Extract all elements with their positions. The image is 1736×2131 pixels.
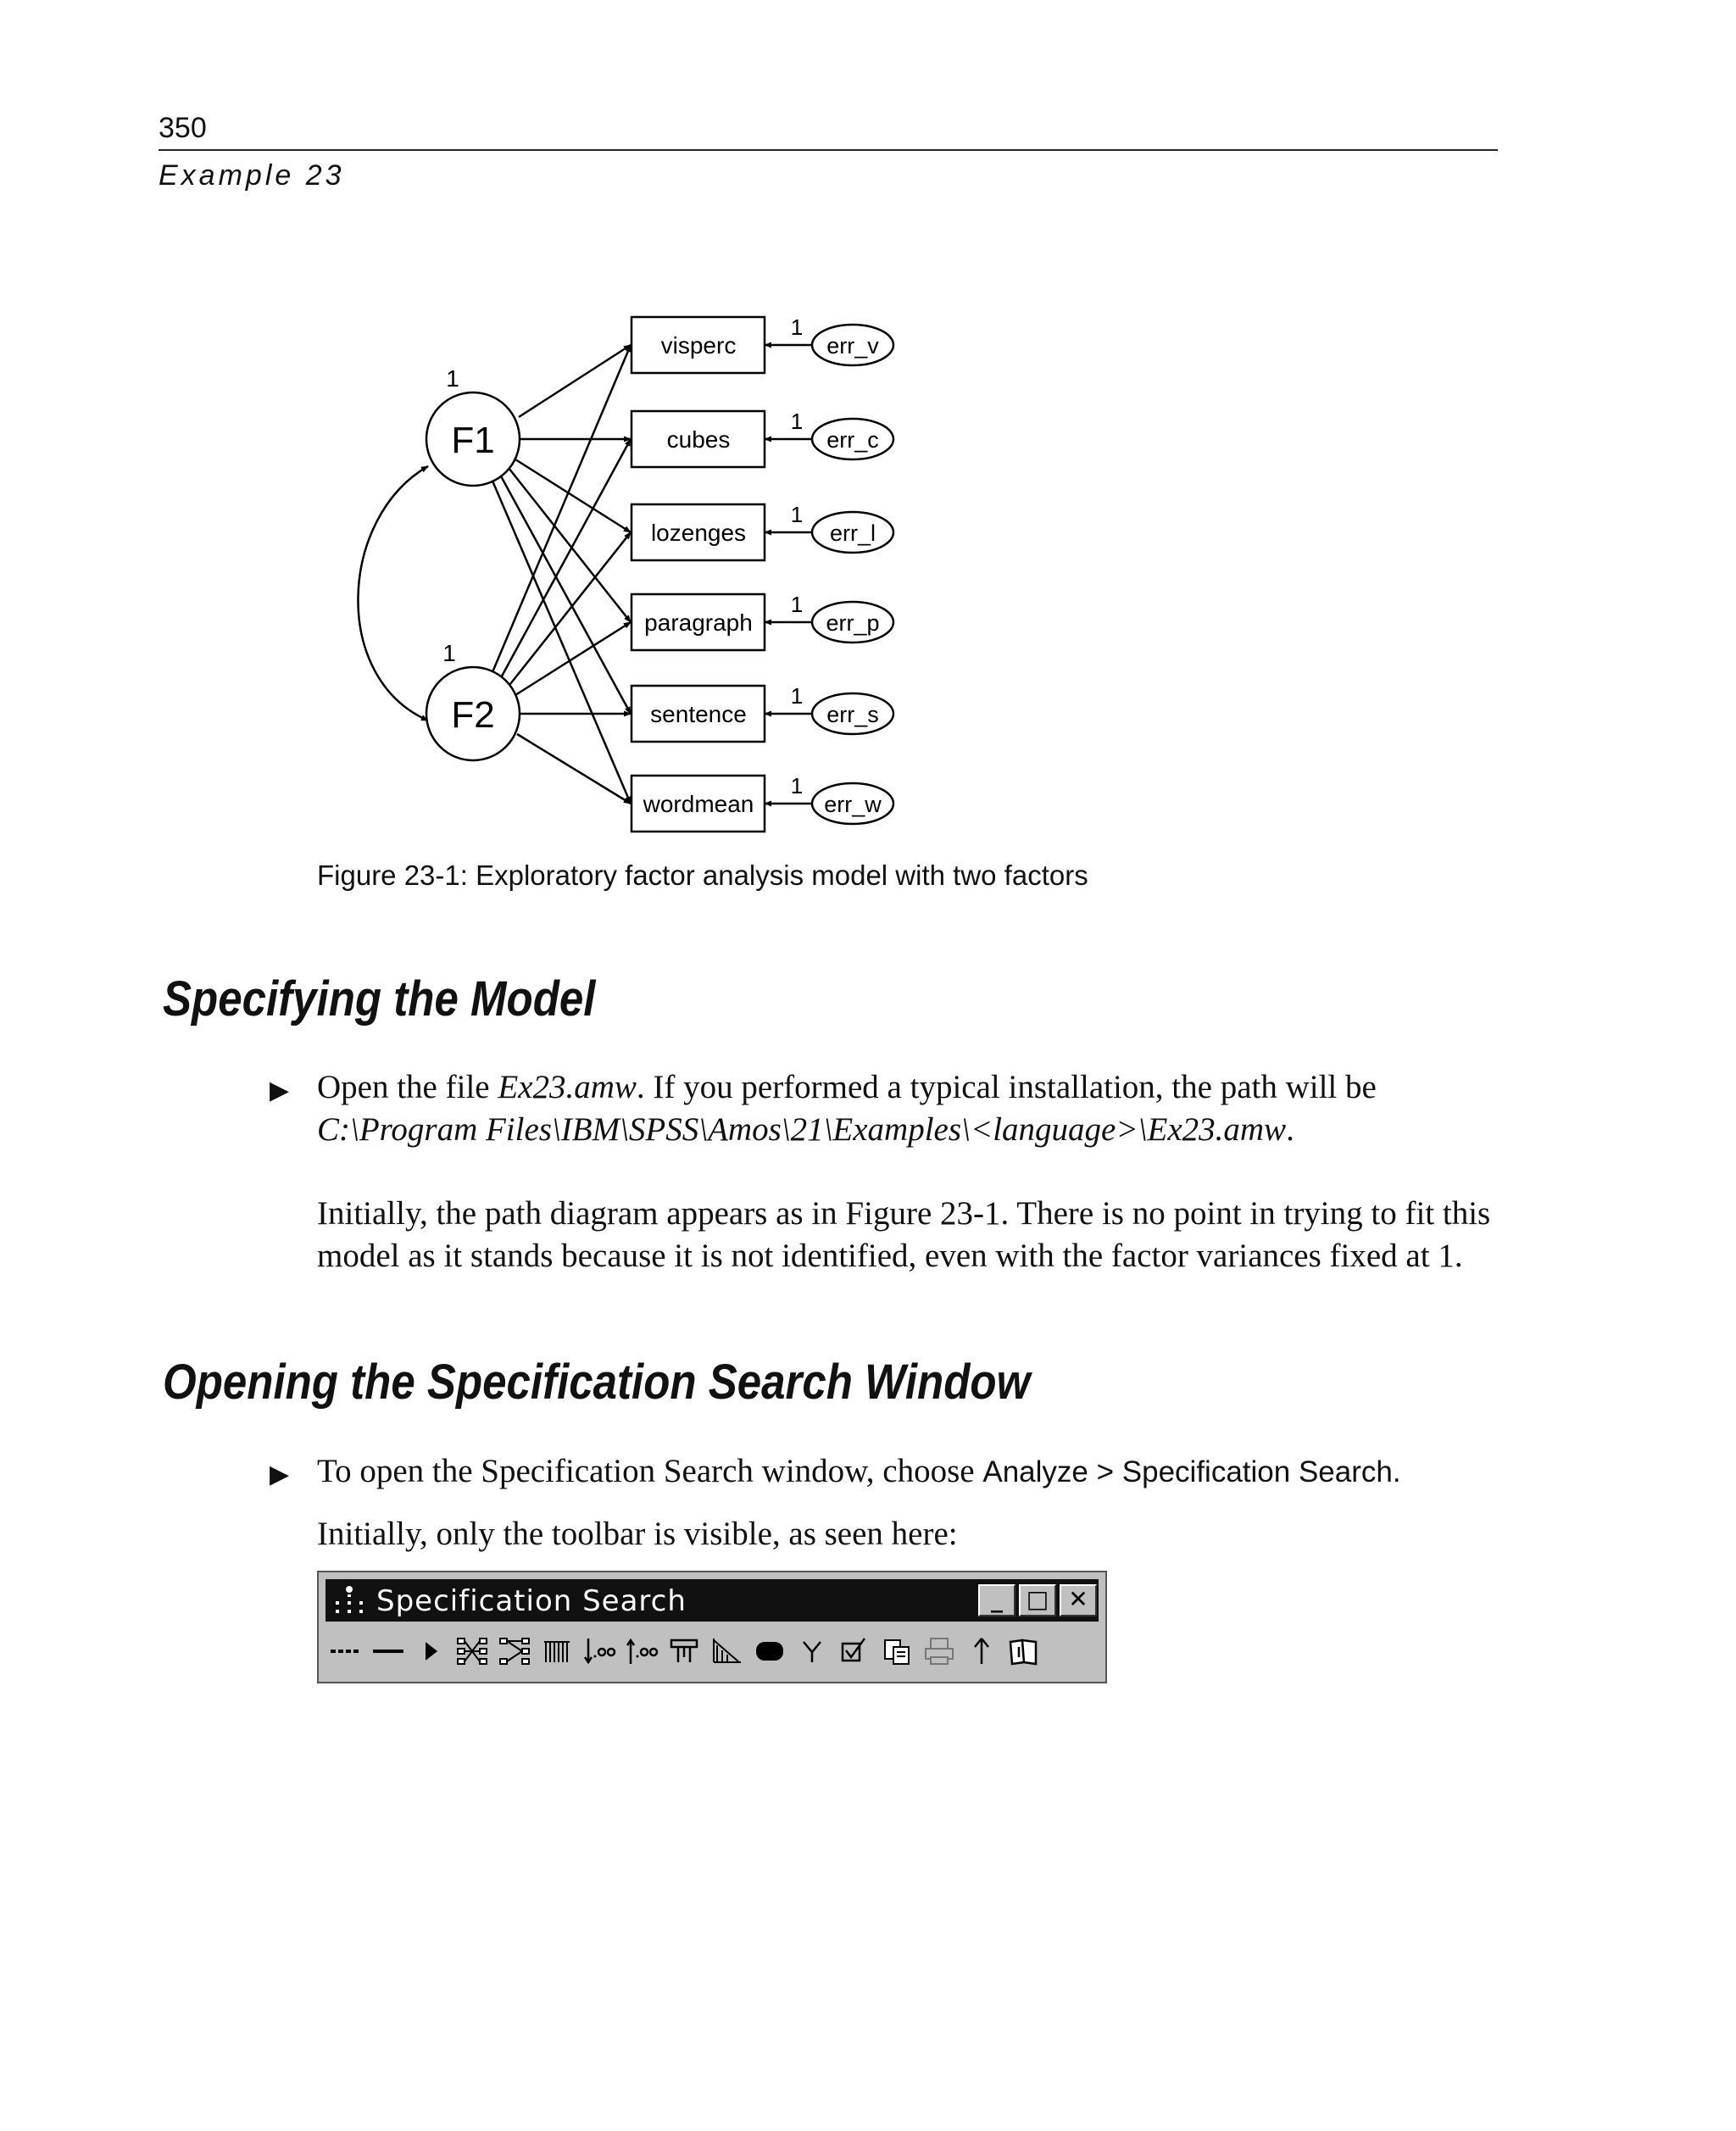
text: . [1286,1111,1294,1148]
specification-search-window [317,1571,1107,1683]
page-number: 350 [159,112,207,144]
text: To open the Specification Search window, choose [317,1453,983,1489]
observed-label: visperc [660,332,737,359]
short-list-icon[interactable] [666,1633,704,1669]
show-paths-icon[interactable] [497,1633,534,1669]
error-weight-label: 1 [790,502,804,527]
figure-caption: Figure 23-1: Exploratory factor analysis model with two factors [317,860,1088,891]
options-icon[interactable] [751,1633,788,1669]
title-bar[interactable] [326,1579,1099,1622]
text: Initially, the path diagram appears as in Figure 23-1. There is no point in trying to fit this [317,1195,1491,1232]
window-title: Specification Search [376,1584,687,1618]
section-heading: Specifying the Model [163,971,596,1027]
paragraph-open-window [317,1450,1401,1494]
paragraph-toolbar: Initially, only the toolbar is visible, as seen here: [317,1516,958,1552]
observed-label: paragraph [644,609,753,636]
error-weight-label: 1 [790,314,804,340]
text: . If you performed a typical installation, the path will be [636,1069,1377,1105]
filter-icon[interactable] [793,1633,831,1669]
factor-label: F1 [451,420,495,461]
text: model as it stands because it is not identified, even with the factor variances fixed at 1. [317,1238,1463,1274]
print-icon[interactable] [921,1633,958,1669]
section-heading: Opening the Specification Search Window [163,1355,1031,1410]
table-icon[interactable] [539,1633,576,1669]
help-book-icon[interactable] [1005,1633,1043,1669]
error-weight-label: 1 [790,773,804,798]
running-header: Example 23 [159,159,345,192]
solid-line-icon[interactable] [370,1633,407,1669]
decrease-decimals-icon[interactable] [581,1633,619,1669]
error-label: err_p [826,610,880,636]
file-path: C:\Program Files\IBM\SPSS\Amos\21\Examples\<language>\Ex23.amw [317,1111,1287,1148]
minimize-button[interactable]: _ [978,1584,1015,1616]
menu-analyze: Analyze [982,1455,1088,1488]
paragraph-open-file [317,1066,1377,1151]
observed-label: wordmean [643,791,754,817]
error-weight-label: 1 [790,592,804,617]
plot-icon[interactable] [709,1633,746,1669]
observed-label: cubes [666,426,731,453]
variance-label: 1 [446,365,459,392]
increase-decimals-icon[interactable] [624,1633,661,1669]
checkbox-icon[interactable] [836,1633,873,1669]
text: . [1392,1455,1401,1488]
copy-icon[interactable] [878,1633,915,1669]
maximize-button[interactable]: □ [1019,1584,1056,1616]
up-arrow-icon[interactable] [963,1633,1000,1669]
path-diagram [322,305,932,848]
paragraph-initial-diagram [317,1193,1490,1277]
error-label: err_w [824,792,882,817]
show-models-icon[interactable] [454,1633,492,1669]
close-button[interactable]: ✕ [1060,1584,1097,1616]
error-label: err_c [826,427,879,453]
specification-search-app-icon [332,1584,366,1616]
menu-separator: > [1088,1455,1122,1488]
error-label: err_l [829,520,876,546]
menu-specification-search: Specification Search [1121,1455,1393,1488]
dashed-line-icon[interactable] [327,1633,364,1669]
toolbar [326,1628,1099,1674]
error-label: err_v [826,333,879,359]
bullet-arrow-icon: ▶ [270,1077,290,1104]
factor-covariance [358,466,428,721]
play-icon[interactable] [412,1633,449,1669]
observed-label: sentence [650,701,747,727]
error-label: err_s [826,702,879,727]
bullet-arrow-icon: ▶ [270,1461,290,1488]
file-name: Ex23.amw [498,1069,637,1105]
error-weight-label: 1 [790,683,804,709]
observed-label: lozenges [650,520,747,546]
variance-label: 1 [442,640,456,666]
error-weight-label: 1 [790,409,804,434]
text: Open the file [317,1069,498,1105]
header-rule [159,149,1498,151]
factor-label: F2 [451,694,495,736]
